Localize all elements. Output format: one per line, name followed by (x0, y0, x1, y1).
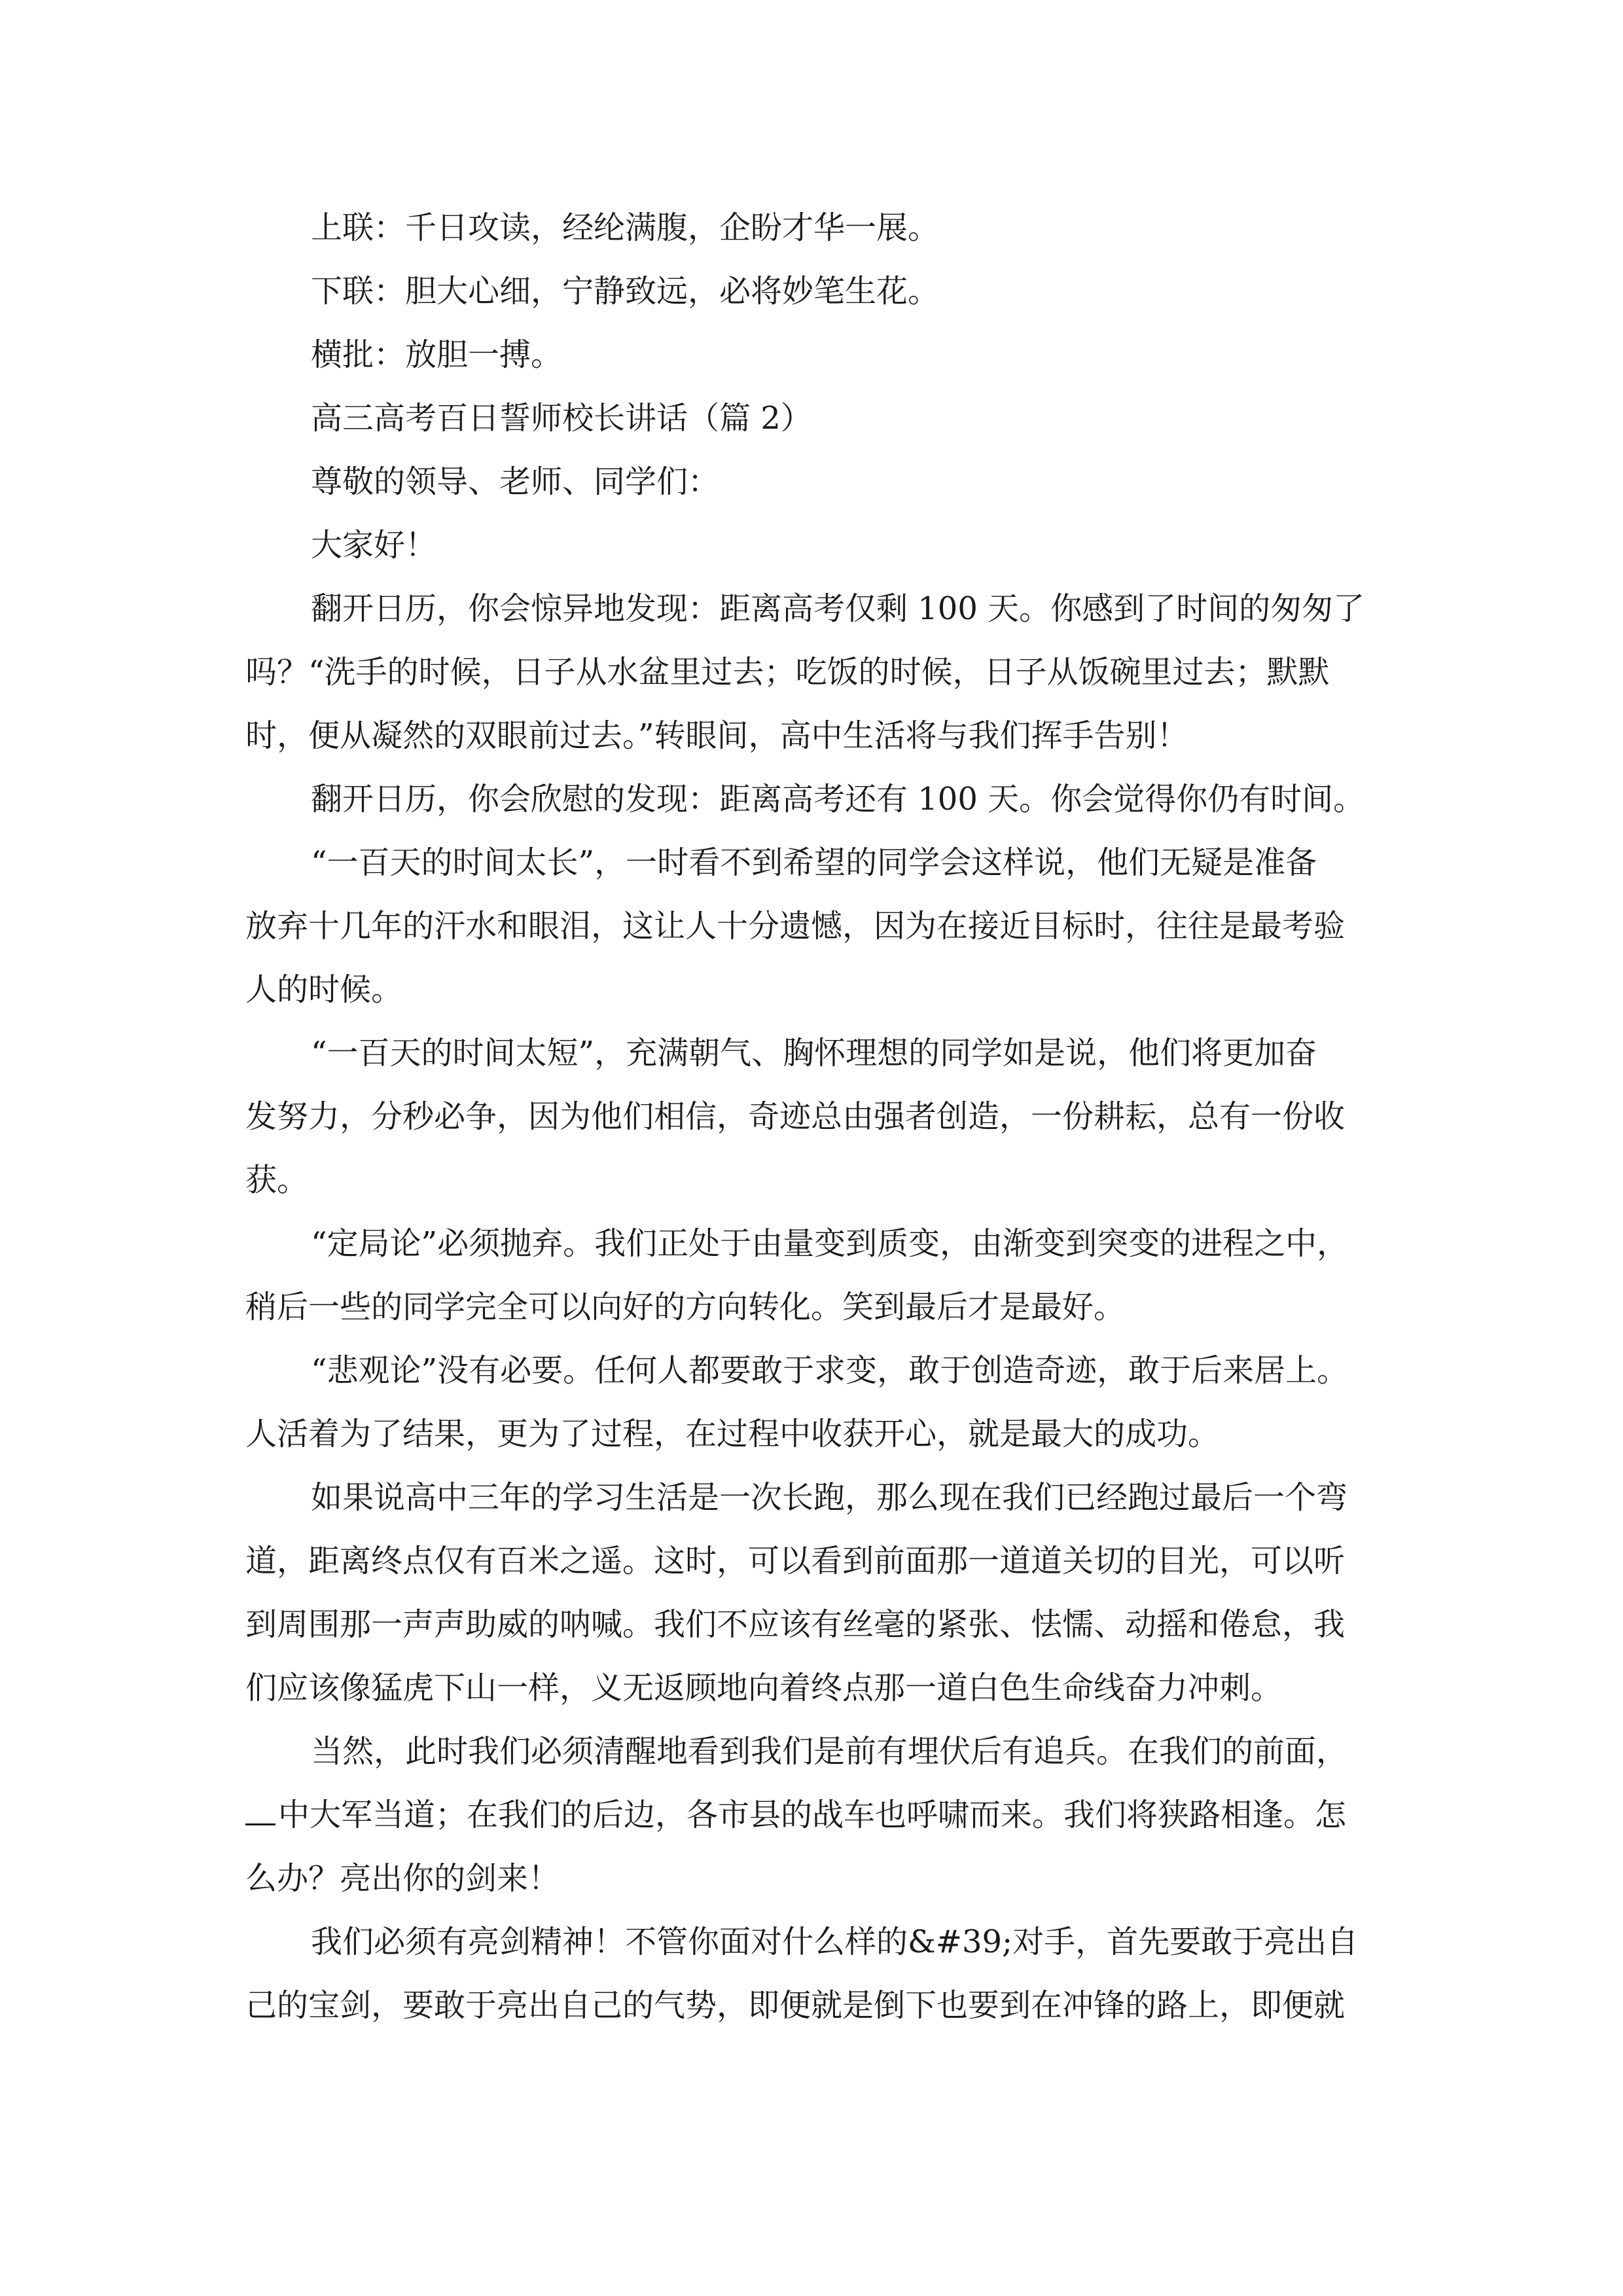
paragraph-line: 到周围那一声声助威的呐喊。我们不应该有丝毫的紧张、怯懦、动摇和倦怠，我 (245, 1606, 1346, 1643)
paragraph-line: 发努力，分秒必争，因为他们相信，奇迹总由强者创造，一份耕耘，总有一份收 (245, 1098, 1346, 1135)
paragraph-line: “一百天的时间太短”，充满朝气、胸怀理想的同学如是说，他们将更加奋 (311, 1035, 1317, 1071)
couplet-upper: 上联：千日攻读，经纶满腹，企盼才华一展。 (311, 209, 940, 246)
paragraph-line: 己的宝剑，要敢于亮出自己的气势，即便就是倒下也要到在冲锋的路上，即便就 (245, 1987, 1346, 2024)
paragraph-line: “悲观论”没有必要。任何人都要敢于求变，敢于创造奇迹，敢于后来居上。 (311, 1352, 1349, 1389)
section-title: 高三高考百日誓师校长讲话（篇 2） (311, 400, 812, 437)
paragraph-line: 人的时候。 (245, 971, 403, 1008)
paragraph-line: 时，便从凝然的双眼前过去。”转眼间，高中生活将与我们挥手告别！ (245, 717, 1188, 754)
paragraph-line: 我们必须有亮剑精神！不管你面对什么样的&#39;对手，首先要敢于亮出自 (311, 1924, 1359, 1960)
greeting: 大家好！ (311, 527, 437, 564)
paragraph-line: 道，距离终点仅有百米之遥。这时，可以看到前面那一道道关切的目光，可以听 (245, 1543, 1346, 1579)
paragraph-line: 获。 (245, 1162, 309, 1198)
paragraph-line: “定局论”必须抛弃。我们正处于由量变到质变，由渐变到突变的进程之中， (311, 1225, 1349, 1262)
couplet-lower: 下联：胆大心细，宁静致远，必将妙笔生花。 (311, 273, 940, 310)
paragraph-line-text: 中大军当道；在我们的后边，各市县的战车也呼啸而来。我们将狭路相逢。怎 (278, 1797, 1347, 1833)
paragraph-line: 放弃十几年的汗水和眼泪，这让人十分遗憾，因为在接近目标时，往往是最考验 (245, 908, 1346, 944)
document-body (245, 196, 1397, 2037)
paragraph-line: 们应该像猛虎下山一样，义无返顾地向着终点那一道白色生命线奋力冲刺。 (245, 1670, 1283, 1706)
paragraph-line: 当然，此时我们必须清醒地看到我们是前有埋伏后有追兵。在我们的前面， (311, 1733, 1348, 1770)
paragraph-line: 翻开日历，你会欣慰的发现：距离高考还有 100 天。你会觉得你仍有时间。 (311, 781, 1365, 817)
paragraph-line: “一百天的时间太长”，一时看不到希望的同学会这样说，他们无疑是准备 (311, 844, 1317, 881)
paragraph-line: 翻开日历，你会惊异地发现：距离高考仅剩 100 天。你感到了时间的匆匆了 (311, 590, 1365, 627)
paragraph-line: 么办？亮出你的剑来！ (245, 1860, 560, 1897)
fill-in-blank (245, 1801, 276, 1825)
paragraph-line: 人活着为了结果，更为了过程，在过程中收获开心，就是最大的成功。 (245, 1416, 1220, 1452)
paragraph-line: 吗？“洗手的时候，日子从水盆里过去；吃饭的时候，日子从饭碗里过去；默默 (245, 654, 1330, 691)
paragraph-line: 稍后一些的同学完全可以向好的方向转化。笑到最后才是最好。 (245, 1289, 1126, 1325)
paragraph-line: 如果说高中三年的学习生活是一次长跑，那么现在我们已经跑过最后一个弯 (311, 1479, 1348, 1516)
couplet-horizontal: 横批：放胆一搏。 (311, 336, 563, 373)
salutation: 尊敬的领导、老师、同学们： (311, 463, 720, 500)
paragraph-line-with-blank (245, 1784, 1397, 1847)
